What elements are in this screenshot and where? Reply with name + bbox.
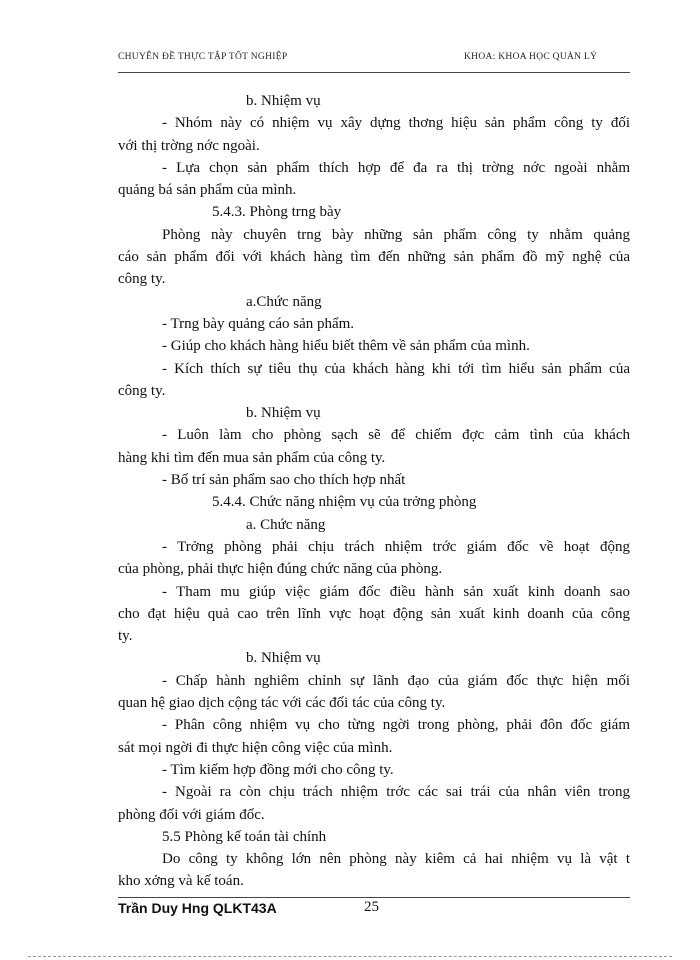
paragraph-line: kho xởng và kế toán. [118, 873, 244, 890]
paragraph-line: cáo sản phẩm đối với khách hàng tìm đến những sản phẩm đồ mỹ nghệ của [118, 249, 630, 266]
paragraph-line: - Tìm kiếm hợp đồng mới cho công ty. [162, 761, 394, 778]
paragraph-line: ty. [118, 628, 133, 645]
paragraph-line: cho đạt hiệu quả cao trên lĩnh vực hoạt động sản xuất kinh doanh của công [118, 605, 630, 622]
header-right-title: KHOA: KHOA HỌC QUẢN LÝ [464, 52, 598, 62]
paragraph-line: hàng khi tìm đến mua sản phẩm của công ty. [118, 449, 386, 466]
header-left-title: CHUYÊN ĐỀ THỰC TẬP TỐT NGHIỆP [118, 52, 288, 62]
paragraph-line: - Nhóm này có nhiệm vụ xây dựng thơng hiệu sản phẩm công ty đối [162, 115, 630, 132]
paragraph-line: Do công ty không lớn nên phòng này kiêm cả hai nhiệm vụ là vật t [162, 851, 630, 868]
document-body [118, 90, 630, 893]
section-heading: 5.4.4. Chức năng nhiệm vụ của trởng phòng [212, 494, 477, 511]
footer-author: Trần Duy Hng QLKT43A [118, 900, 277, 916]
paragraph-line: - Ngoài ra còn chịu trách nhiệm trớc các sai trái của nhân viên trong [162, 784, 630, 801]
subheading: b. Nhiệm vụ [246, 93, 321, 109]
paragraph-line: - Tham mu giúp việc giám đốc điều hành sản xuất kinh doanh sao [162, 583, 630, 600]
subheading: a. Chức năng [246, 516, 326, 533]
paragraph-line: quảng bá sản phẩm của mình. [118, 182, 297, 199]
subheading: b. Nhiệm vụ [246, 650, 321, 667]
paragraph-line: công ty. [118, 271, 166, 288]
paragraph-line: - Lựa chọn sản phẩm thích hợp để đa ra thị trờng nớc ngoài nhằm [162, 159, 630, 176]
paragraph-line: của phòng, phải thực hiện đúng chức năng của phòng. [118, 561, 443, 578]
paragraph-line: - Trng bày quảng cáo sản phẩm. [162, 315, 355, 332]
paragraph-line: - Luôn làm cho phòng sạch sẽ để chiếm đợc cảm tình của khách [162, 427, 630, 444]
paragraph-line: công ty. [118, 382, 166, 399]
paragraph-line: - Bố trí sản phẩm sao cho thích hợp nhất [162, 472, 406, 489]
paragraph-line: sát mọi ngời đi thực hiện công việc của mình. [118, 739, 393, 756]
page-bottom-border [28, 956, 672, 957]
paragraph-line: - Chấp hành nghiêm chỉnh sự lãnh đạo của giám đốc thực hiện mối [162, 672, 630, 689]
paragraph-line: - Giúp cho khách hàng hiểu biết thêm về sản phẩm của mình. [162, 338, 530, 355]
footer-divider [118, 897, 630, 898]
paragraph-line: - Trởng phòng phải chịu trách nhiệm trớc giám đốc về hoạt động [162, 538, 630, 555]
subheading: a.Chức năng [246, 293, 322, 310]
paragraph-line: phòng đối với giám đốc. [118, 806, 265, 823]
subheading: b. Nhiệm vụ [246, 405, 321, 422]
paragraph-line: quan hệ giao dịch cộng tác với các đối tác của công ty. [118, 695, 446, 712]
page-number: 25 [364, 899, 379, 915]
paragraph-line: với thị trờng nớc ngoài. [118, 137, 260, 154]
section-heading: 5.5 Phòng kế toán tài chính [162, 828, 327, 845]
paragraph-line: - Phân công nhiệm vụ cho từng ngời trong phòng, phải đôn đốc giám [162, 717, 630, 734]
paragraph-line: - Kích thích sự tiêu thụ của khách hàng khi tới tìm hiểu sản phẩm của [162, 360, 630, 377]
section-heading: 5.4.3. Phòng trng bày [212, 204, 342, 221]
paragraph-line: Phòng này chuyên trng bày những sản phẩm công ty nhằm quảng [162, 226, 630, 243]
header-divider [118, 72, 630, 73]
